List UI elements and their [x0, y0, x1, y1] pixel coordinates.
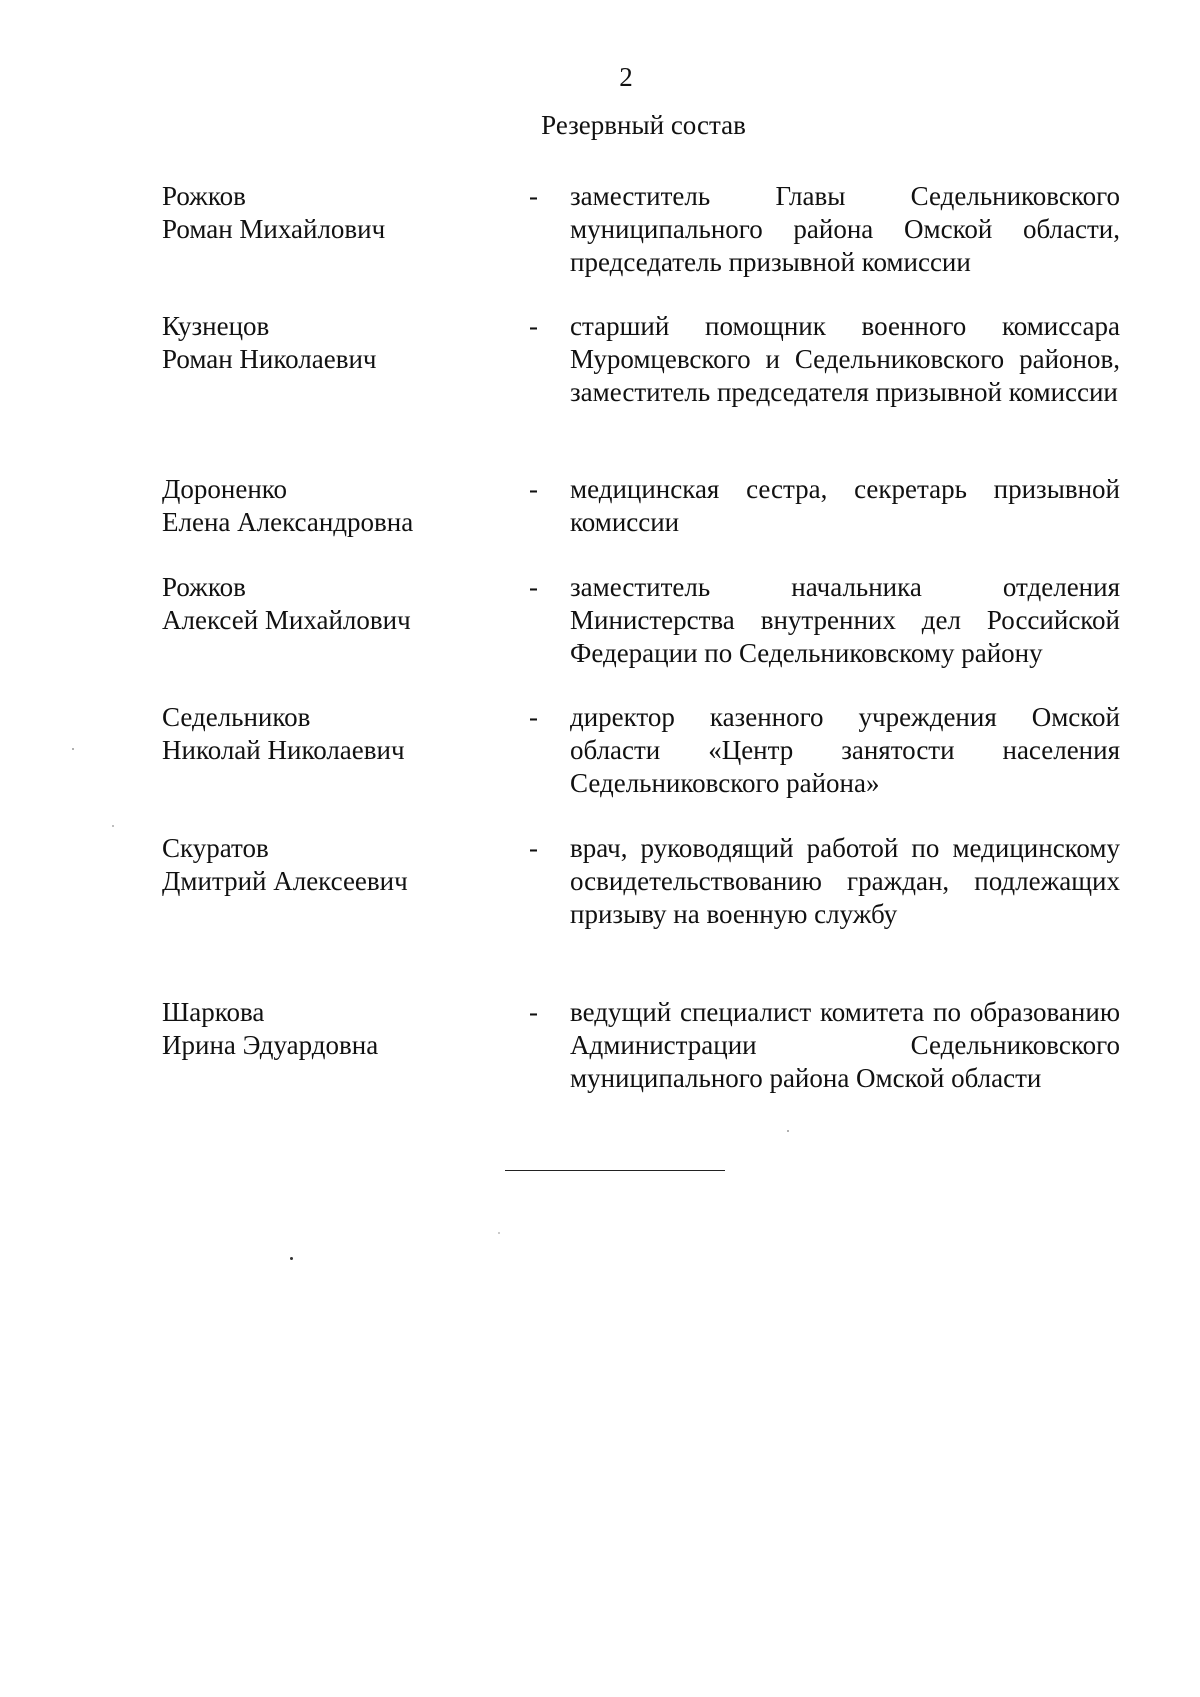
scan-speck — [112, 825, 114, 827]
separator-dash: - — [529, 311, 538, 341]
member-name — [162, 832, 492, 898]
member-surname: Седельников — [162, 702, 311, 732]
member-name — [162, 180, 492, 246]
member-given-names: Николай Николаевич — [162, 735, 405, 765]
separator-dash: - — [529, 702, 538, 732]
separator-dash: - — [529, 474, 538, 504]
member-given-names: Дмитрий Алексеевич — [162, 866, 408, 896]
member-surname: Рожков — [162, 572, 246, 602]
scan-speck — [498, 1232, 500, 1234]
end-of-list-rule — [505, 1170, 725, 1171]
page-number: 2 — [619, 62, 633, 92]
member-given-names: Роман Николаевич — [162, 344, 377, 374]
section-title: Резервный состав — [541, 110, 746, 140]
member-given-names: Алексей Михайлович — [162, 605, 411, 635]
member-surname: Кузнецов — [162, 311, 270, 341]
separator-dash: - — [529, 572, 538, 602]
member-role: старший помощник военного комиссара Муромцевского и Седельниковского районов, заместитель председателя призывной комиссии — [570, 311, 1120, 407]
separator-dash: - — [529, 997, 538, 1027]
scan-speck — [787, 1130, 789, 1132]
member-surname: Шаркова — [162, 997, 265, 1027]
member-name — [162, 473, 492, 539]
member-name — [162, 701, 492, 767]
member-name — [162, 571, 492, 637]
member-given-names: Роман Михайлович — [162, 214, 386, 244]
separator-dash: - — [529, 833, 538, 863]
member-role: медицинская сестра, секретарь призывной комиссии — [570, 474, 1120, 537]
member-given-names: Ирина Эдуардовна — [162, 1030, 379, 1060]
member-role: директор казенного учреждения Омской области «Центр занятости населения Седельниковского района» — [570, 702, 1120, 798]
member-surname: Дороненко — [162, 474, 288, 504]
member-surname: Рожков — [162, 181, 246, 211]
member-name — [162, 310, 492, 376]
member-surname: Скуратов — [162, 833, 269, 863]
member-name — [162, 996, 492, 1062]
member-role: ведущий специалист комитета по образованию Администрации Седельниковского муниципального района Омской области — [570, 997, 1120, 1093]
member-role: врач, руководящий работой по медицинскому освидетельствованию граждан, подлежащих призыву на военную службу — [570, 833, 1120, 929]
scan-speck — [72, 748, 74, 750]
member-given-names: Елена Александровна — [162, 507, 414, 537]
member-role: заместитель начальника отделения Министерства внутренних дел Российской Федерации по Седельниковскому району — [570, 572, 1120, 668]
separator-dash: - — [529, 181, 538, 211]
member-role: заместитель Главы Седельниковского муниципального района Омской области, председатель призывной комиссии — [570, 181, 1120, 277]
scan-speck — [290, 1257, 293, 1260]
